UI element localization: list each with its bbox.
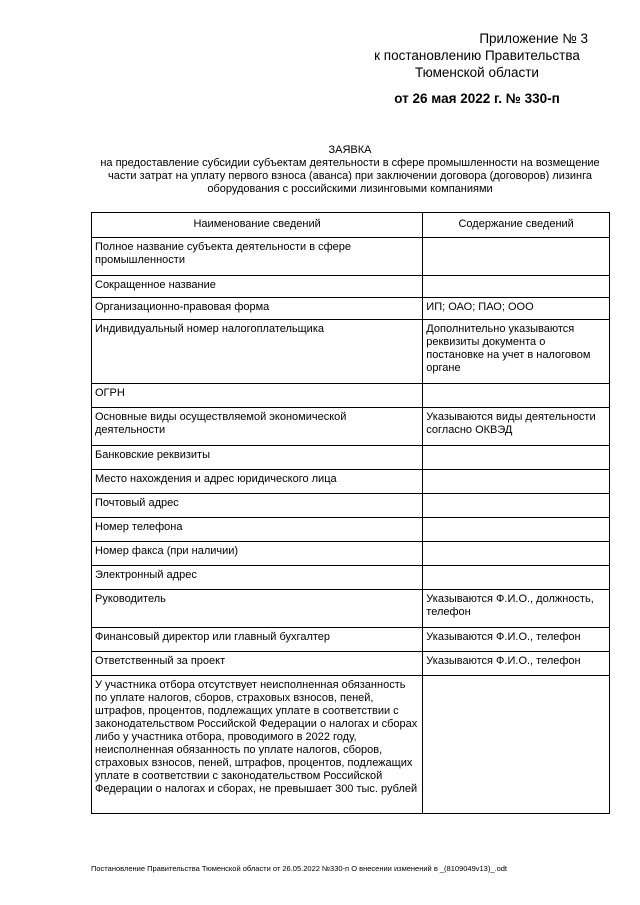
table-row [92, 652, 610, 676]
table-row [92, 408, 610, 446]
appendix-number: Приложение № 3 [479, 31, 588, 46]
row-name-cell: Полное название субъекта деятельности в сфере промышленности [92, 238, 423, 276]
row-content-cell[interactable]: Указываются Ф.И.О., должность, телефон [423, 590, 610, 628]
row-name-cell: Индивидуальный номер налогоплательщика [92, 320, 423, 384]
row-content-cell[interactable]: Дополнительно указываются реквизиты документа о постановке на учет в налоговом органе [423, 320, 610, 384]
row-name-cell: Электронный адрес [92, 566, 423, 590]
row-name-cell: Ответственный за проект [92, 652, 423, 676]
row-name-cell: Сокращенное название [92, 276, 423, 298]
row-content-cell[interactable]: Указываются Ф.И.О., телефон [423, 628, 610, 652]
table-row [92, 566, 610, 590]
table-row [92, 320, 610, 384]
row-name-cell: Почтовый адрес [92, 494, 423, 518]
row-name-cell: Банковские реквизиты [92, 446, 423, 470]
row-content-cell[interactable] [423, 676, 610, 814]
row-name-cell: ОГРН [92, 384, 423, 408]
row-name-cell: Организационно-правовая форма [92, 298, 423, 320]
row-name-cell: У участника отбора отсутствует неисполненная обязанность по уплате налогов, сборов, страховых взносов, пеней, штрафов, процентов, подлежащих уплате в соответствии с законодательством Российской Федерации о налогах и сборах либо у участника отбора, проводимого в 2022 году, неисполненная обязанность по уплате налогов, сборов, страховых взносов, пеней, штрафов, процентов, подлежащих уплате в соответствии с законодательством Российской Федерации о налогах и сборах, не превышает 300 тыс. рублей [92, 676, 423, 814]
resolution-date-number: от 26 мая 2022 г. № 330-п [394, 91, 560, 106]
row-content-cell[interactable] [423, 276, 610, 298]
table-row [92, 298, 610, 320]
application-subtitle: на предоставление субсидии субъектам деятельности в сфере промышленности на возмещение части затрат на уплату первого взноса (аванса) при заключении договора (договоров) лизинга оборудования с российскими лизинговыми компаниями [100, 157, 600, 195]
resolution-reference: к постановлению Правительства [374, 48, 580, 63]
application-title-block [90, 144, 610, 196]
table-row [92, 628, 610, 652]
table-row [92, 590, 610, 628]
row-content-cell[interactable] [423, 470, 610, 494]
table-row [92, 238, 610, 276]
row-content-cell[interactable] [423, 384, 610, 408]
row-name-cell: Номер телефона [92, 518, 423, 542]
row-content-cell[interactable]: Указываются Ф.И.О., телефон [423, 652, 610, 676]
row-content-cell[interactable]: ИП; ОАО; ПАО; ООО [423, 298, 610, 320]
table-row [92, 384, 610, 408]
row-content-cell[interactable] [423, 518, 610, 542]
row-content-cell[interactable] [423, 542, 610, 566]
table-row [92, 276, 610, 298]
application-title: ЗАЯВКА [328, 144, 372, 156]
row-content-cell[interactable] [423, 238, 610, 276]
application-form-table [91, 212, 610, 814]
table-row [92, 676, 610, 814]
row-name-cell: Основные виды осуществляемой экономической деятельности [92, 408, 423, 446]
table-row [92, 494, 610, 518]
region-name: Тюменской области [415, 65, 539, 80]
row-content-cell[interactable]: Указываются виды деятельности согласно ОКВЭД [423, 408, 610, 446]
row-content-cell[interactable] [423, 566, 610, 590]
table-row [92, 470, 610, 494]
column-header-name: Наименование сведений [92, 213, 423, 238]
row-name-cell: Финансовый директор или главный бухгалтер [92, 628, 423, 652]
row-content-cell[interactable] [423, 494, 610, 518]
row-name-cell: Номер факса (при наличии) [92, 542, 423, 566]
row-name-cell: Руководитель [92, 590, 423, 628]
row-name-cell: Место нахождения и адрес юридического лица [92, 470, 423, 494]
table-row [92, 518, 610, 542]
row-content-cell[interactable] [423, 446, 610, 470]
document-footer-note: Постановление Правительства Тюменской области от 26.05.2022 №330-п О внесении изменений в _(8109049v13)_.odt [91, 864, 508, 873]
document-header [362, 30, 592, 107]
table-header-row [92, 213, 610, 238]
table-row [92, 542, 610, 566]
column-header-content: Содержание сведений [423, 213, 610, 238]
table-row [92, 446, 610, 470]
